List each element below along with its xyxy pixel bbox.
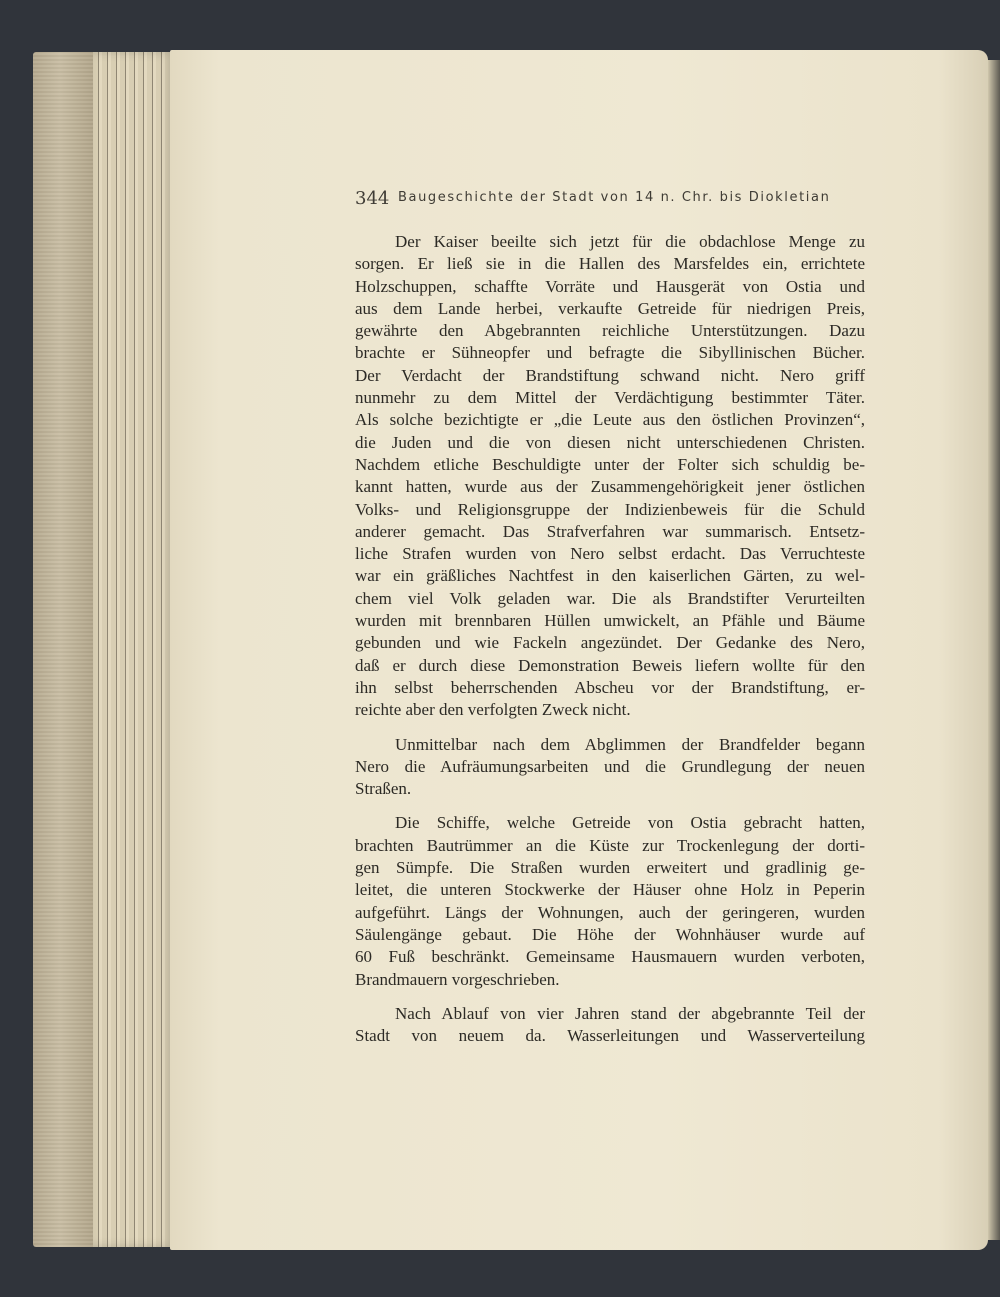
text-line: gen Sümpfe. Die Straßen wurden erweitert und gradlinig ge- — [355, 858, 865, 878]
page-stack-edges — [93, 52, 175, 1247]
text-line: 60 Fuß beschränkt. Gemeinsame Hausmauern wurden verboten, — [355, 947, 865, 967]
text-line: Unmittelbar nach dem Abglimmen der Brandfelder begann — [395, 734, 865, 754]
text-line: leitet, die unteren Stockwerke der Häuser ohne Holz in Peperin — [355, 880, 865, 900]
running-head: Baugeschichte der Stadt von 14 n. Chr. bis Diokletian — [398, 190, 831, 205]
text-line: Holzschuppen, schaffte Vorräte und Hausgerät von Ostia und — [355, 276, 865, 296]
text-line: reichte aber den verfolgten Zweck nicht. — [355, 700, 631, 720]
text-line: wurden mit brennbaren Hüllen umwickelt, an Pfähle und Bäume — [355, 611, 865, 631]
text-line: Nero die Aufräumungsarbeiten und die Grundlegung der neuen — [355, 756, 865, 776]
text-line: aus dem Lande herbei, verkaufte Getreide für niedrigen Preis, — [355, 298, 865, 318]
text-line: nunmehr zu dem Mittel der Verdächtigung bestimmter Täter. — [355, 388, 865, 408]
text-line: gebunden und wie Fackeln angezündet. Der Gedanke des Nero, — [355, 633, 865, 653]
text-line: Nach Ablauf von vier Jahren stand der abgebrannte Teil der — [395, 1003, 865, 1023]
text-line: sorgen. Er ließ sie in die Hallen des Marsfeldes ein, errichtete — [355, 254, 865, 274]
text-line: aufgeführt. Längs der Wohnungen, auch der geringeren, wurden — [355, 902, 865, 922]
text-line: Säulengänge gebaut. Die Höhe der Wohnhäuser wurde auf — [355, 924, 865, 944]
text-line: liche Strafen wurden von Nero selbst erdacht. Das Verruchteste — [355, 544, 865, 564]
paragraph — [355, 1003, 865, 1048]
text-line: brachten Bautrümmer an die Küste zur Trockenlegung der dorti- — [355, 835, 865, 855]
text-line: ihn selbst beherrschenden Abscheu vor der Brandstiftung, er- — [355, 677, 865, 697]
text-line: anderer gemacht. Das Strafverfahren war summarisch. Entsetz- — [355, 521, 865, 541]
text-line: Als solche bezichtigte er „die Leute aus den östlichen Provinzen“, — [355, 410, 865, 430]
text-line: Volks- und Religionsgruppe der Indizienbeweis für die Schuld — [355, 499, 865, 519]
text-line: Der Kaiser beeilte sich jetzt für die obdachlose Menge zu — [395, 232, 865, 251]
paragraph — [355, 812, 865, 990]
facing-page-edge — [988, 60, 1000, 1240]
text-line: daß er durch diese Demonstration Beweis liefern wollte für den — [355, 655, 865, 675]
text-line: brachte er Sühneopfer und befragte die Sibyllinischen Bücher. — [355, 343, 865, 363]
paragraph — [355, 734, 865, 801]
text-line: Straßen. — [355, 779, 412, 799]
book-cover-edge — [33, 52, 93, 1247]
text-line: gewährte den Abgebrannten reichliche Unterstützungen. Dazu — [355, 321, 865, 341]
text-line: war ein gräßliches Nachtfest in den kaiserlichen Gärten, zu wel- — [355, 566, 865, 586]
text-line: Stadt von neuem da. Wasserleitungen und Wasserverteilung — [355, 1026, 865, 1046]
body-text — [355, 231, 865, 1059]
text-line: chem viel Volk geladen war. Die als Brandstifter Verurteilten — [355, 588, 865, 608]
text-line: Brandmauern vorgeschrieben. — [355, 969, 560, 989]
text-line: die Juden und die von diesen nicht unterschiedenen Christen. — [355, 432, 865, 452]
page-number: 344 — [355, 188, 390, 209]
text-line: kannt hatten, wurde aus der Zusammengehörigkeit jener östlichen — [355, 477, 865, 497]
paragraph — [355, 231, 865, 722]
text-line: Nachdem etliche Beschuldigte unter der Folter sich schuldig be- — [355, 454, 865, 474]
text-line: Die Schiffe, welche Getreide von Ostia gebracht hatten, — [395, 813, 865, 833]
page-header — [355, 188, 865, 212]
text-line: Der Verdacht der Brandstiftung schwand nicht. Nero griff — [355, 365, 865, 385]
